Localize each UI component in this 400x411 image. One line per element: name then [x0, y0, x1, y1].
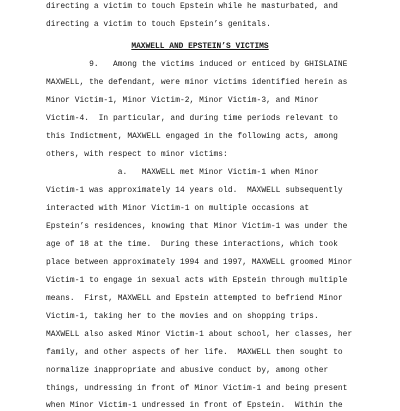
- body-line-3: Minor Victim-1, Minor Victim-2, Minor Victim-3, and Minor: [46, 96, 319, 105]
- body-line-6: others, with respect to minor victims:: [46, 150, 228, 159]
- body-line-15: Victim-1, taking her to the movies and on shopping trips.: [46, 312, 319, 321]
- body-line-18: normalize inappropriate and abusive conduct by, among other: [46, 366, 329, 375]
- section-heading: MAXWELL AND EPSTEIN’S VICTIMS: [131, 42, 269, 51]
- body-line-16: MAXWELL also asked Minor Victim-1 about school, her classes, her: [46, 330, 353, 339]
- body-line-20: when Minor Victim-1 undressed in front of Epstein. Within the: [46, 401, 343, 410]
- body-line-14: means. First, MAXWELL and Epstein attempted to befriend Minor: [46, 294, 343, 303]
- body-line-8: Victim-1 was approximately 14 years old. MAXWELL subsequently: [46, 186, 343, 195]
- body-line-7: a. MAXWELL met Minor Victim-1 when Minor: [46, 168, 319, 177]
- body-line-13: Victim-1 to engage in sexual acts with Epstein through multiple: [46, 276, 348, 285]
- body-line-11: age of 18 at the time. During these interactions, which took: [46, 240, 338, 249]
- body-line-12: place between approximately 1994 and 1997, MAXWELL groomed Minor: [46, 258, 353, 267]
- body-line-5: this Indictment, MAXWELL engaged in the following acts, among: [46, 132, 338, 141]
- body-line-1: 9. Among the victims induced or enticed by GHISLAINE: [46, 60, 348, 69]
- body-line-4: Victim-4. In particular, and during time periods relevant to: [46, 114, 338, 123]
- body-line-2: MAXWELL, the defendant, were minor victims identified herein as: [46, 78, 348, 87]
- body-line-19: things, undressing in front of Minor Victim-1 and being present: [46, 384, 348, 393]
- body-line-top-2: directing a victim to touch Epstein’s genitals.: [46, 20, 271, 29]
- body-line-top-1: directing a victim to touch Epstein while he masturbated, and: [46, 2, 338, 11]
- body-line-17: family, and other aspects of her life. MAXWELL then sought to: [46, 348, 343, 357]
- body-line-9: interacted with Minor Victim-1 on multiple occasions at: [46, 204, 310, 213]
- body-line-10: Epstein’s residences, knowing that Minor Victim-1 was under the: [46, 222, 348, 231]
